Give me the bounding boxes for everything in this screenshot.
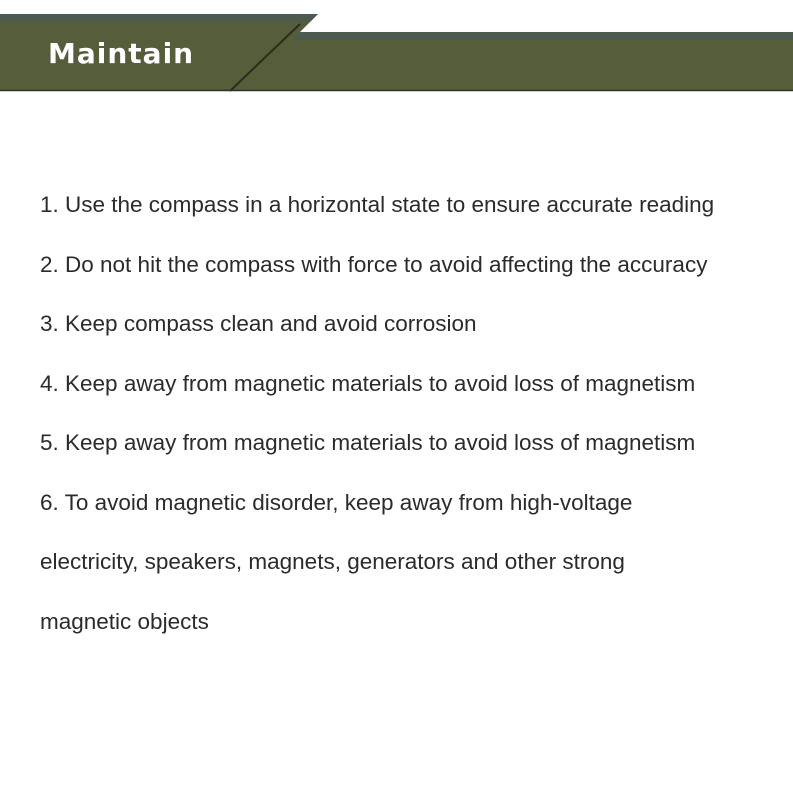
instruction-line: 5. Keep away from magnetic materials to avoid loss of magnetism bbox=[40, 430, 696, 455]
instruction-line: 1. Use the compass in a horizontal state to ensure accurate reading bbox=[40, 192, 715, 217]
instruction-line: 3. Keep compass clean and avoid corrosion bbox=[40, 311, 477, 336]
instruction-line: 2. Do not hit the compass with force to avoid affecting the accuracy bbox=[40, 251, 708, 277]
instruction-line: 4. Keep away from magnetic materials to avoid loss of magnetism bbox=[40, 370, 696, 396]
maintenance-instructions bbox=[40, 175, 780, 651]
instruction-line: magnetic objects bbox=[40, 608, 209, 634]
page-title: Maintain bbox=[48, 37, 195, 70]
instruction-line: 6. To avoid magnetic disorder, keep away from high-voltage bbox=[40, 489, 633, 515]
header-banner bbox=[0, 0, 793, 100]
instruction-line: electricity, speakers, magnets, generators and other strong bbox=[40, 549, 625, 574]
